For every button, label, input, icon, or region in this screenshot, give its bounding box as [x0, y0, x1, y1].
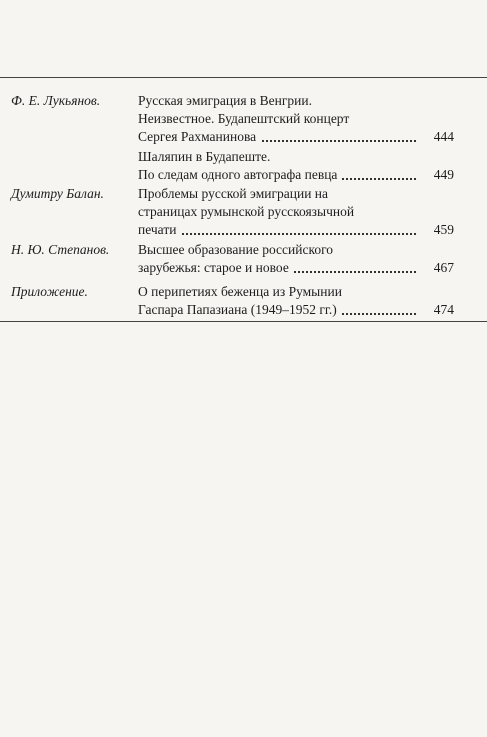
title-line: страницах румынской русскоязычной	[138, 204, 355, 219]
page-number: 449	[418, 166, 454, 184]
title-line: Проблемы русской эмиграции на	[138, 186, 329, 201]
top-rule	[0, 77, 487, 78]
title-last-line	[138, 166, 454, 184]
page-number: 474	[418, 301, 454, 319]
entry-title	[138, 241, 454, 277]
title-last-line	[138, 259, 454, 277]
entry-title	[138, 185, 454, 239]
title-line: Русская эмиграция в Венгрии.	[138, 93, 313, 108]
title-line: По следам одного автографа певца	[138, 167, 341, 182]
entry-author: Н. Ю. Степанов.	[11, 242, 110, 257]
entry-author: Думитру Балан.	[11, 186, 104, 201]
title-line: зарубежья: старое и новое	[138, 260, 293, 275]
entry-author: Ф. Е. Лукьянов.	[11, 93, 101, 108]
title-last-line	[138, 128, 454, 146]
entry-author: Приложение.	[11, 284, 88, 299]
title-last-line	[138, 301, 454, 319]
title-line: Шаляпин в Будапеште.	[138, 149, 271, 164]
page-number: 444	[418, 128, 454, 146]
title-line: Высшее образование российского	[138, 242, 334, 257]
entry-title	[138, 148, 454, 184]
title-line: О перипетиях беженца из Румынии	[138, 284, 342, 299]
page-number: 467	[418, 259, 454, 277]
page-number: 459	[418, 221, 454, 239]
title-line: Сергея Рахманинова	[138, 129, 260, 144]
entry-title	[138, 283, 454, 319]
bottom-rule	[0, 321, 487, 322]
title-last-line	[138, 221, 454, 239]
title-line: Гаспара Папазиана (1949–1952 гг.)	[138, 302, 341, 317]
title-line: печати	[138, 222, 180, 237]
title-line: Неизвестное. Будапештский концерт	[138, 111, 350, 126]
bleed-through-shadow	[0, 340, 487, 640]
entry-title	[138, 92, 454, 146]
